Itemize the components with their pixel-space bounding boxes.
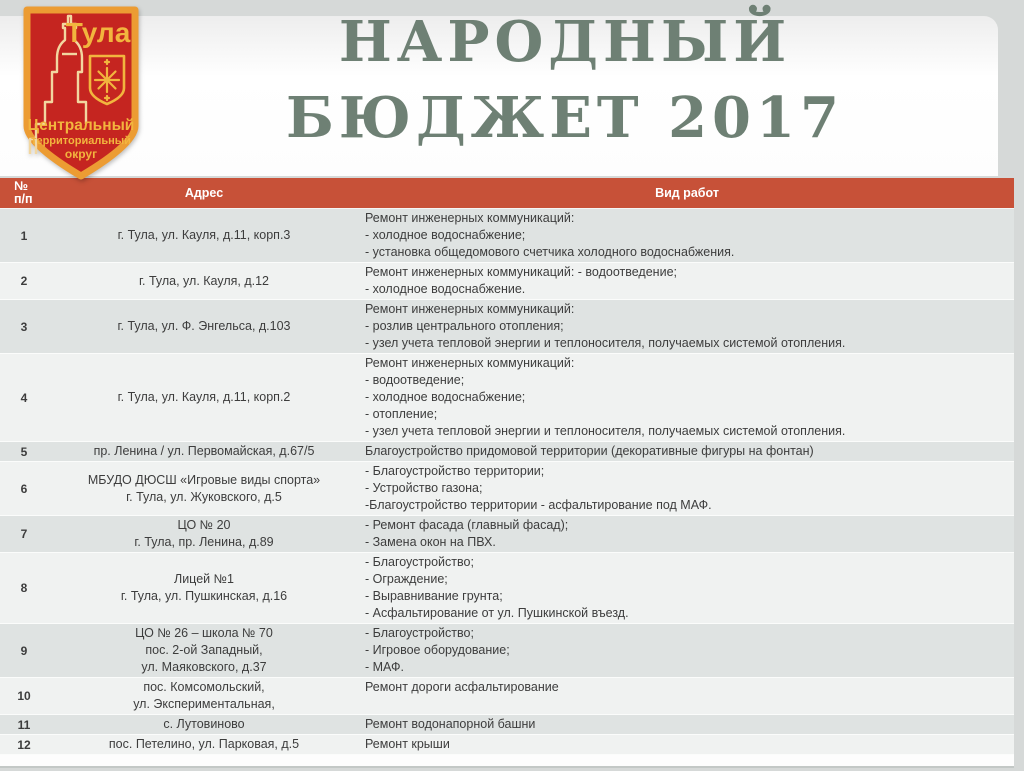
- row-works: - Благоустройство территории; - Устройство газона; -Благоустройство территории - асфальтирование под МАФ.: [365, 464, 712, 512]
- row-address: г. Тула, ул. Кауля, д.11, корп.2: [117, 390, 291, 404]
- row-works: Ремонт дороги асфальтирование: [365, 680, 559, 694]
- row-works: Ремонт инженерных коммуникаций: - водоотведение; - холодное водоснабжение; - отопление; - узел учета тепловой энергии и теплоносителя, получаемых системой отопления.: [365, 356, 846, 438]
- row-number: 12: [17, 737, 31, 752]
- tula-coat-of-arms: [20, 4, 142, 186]
- table-row: [0, 735, 1014, 755]
- row-address: с. Лутовиново: [163, 717, 245, 731]
- row-address: МБУДО ДЮСШ «Игровые виды спорта» г. Тула, ул. Жуковского, д.5: [87, 472, 321, 504]
- row-number: 6: [20, 481, 28, 496]
- table-row: [0, 678, 1014, 715]
- row-address: г. Тула, ул. Кауля, д.11, корп.3: [117, 228, 291, 242]
- row-works: Ремонт инженерных коммуникаций: - холодное водоснабжение; - установка общедомового счетчика холодного водоснабжения.: [365, 211, 735, 259]
- table-row: [0, 462, 1014, 516]
- row-works: Благоустройство придомовой территории (декоративные фигуры на фонтан): [365, 444, 814, 458]
- table-row: [0, 209, 1014, 263]
- row-address: г. Тула, ул. Ф. Энгельса, д.103: [117, 319, 291, 333]
- column-header-address: Адрес: [184, 186, 224, 200]
- shield-icon: [20, 4, 142, 186]
- table-row: [0, 442, 1014, 462]
- row-works: - Ремонт фасада (главный фасад); - Замена окон на ПВХ.: [365, 518, 569, 549]
- table-row: [0, 516, 1014, 553]
- row-works: Ремонт крыши: [365, 737, 450, 751]
- page-title: [140, 4, 990, 156]
- column-header-number: № п/п: [14, 179, 33, 206]
- row-address: ЦО № 26 – школа № 70 пос. 2-ой Западный, ул. Маяковского, д.37: [135, 626, 273, 674]
- logo-city-label: Тула: [65, 17, 131, 48]
- table-row: [0, 624, 1014, 678]
- table-row: [0, 300, 1014, 354]
- row-number: 3: [20, 319, 28, 334]
- row-works: - Благоустройство; - Ограждение; - Выравнивание грунта; - Асфальтирование от ул. Пушкинской въезд.: [365, 555, 629, 620]
- table-header-row: [0, 178, 1014, 209]
- title-line-1: НАРОДНЫЙ: [338, 9, 792, 75]
- table-row: [0, 263, 1014, 300]
- row-works: Ремонт водонапорной башни: [365, 717, 536, 731]
- column-header-works: Вид работ: [655, 186, 719, 200]
- logo-district-line3: округ: [64, 147, 98, 161]
- works-table: [0, 178, 1014, 755]
- row-number: 1: [20, 228, 28, 243]
- tula-arms-icon: [90, 56, 124, 104]
- logo-district-line2: территориальный: [31, 135, 131, 147]
- row-address: пос. Петелино, ул. Парковая, д.5: [108, 737, 300, 751]
- table-row: [0, 553, 1014, 624]
- row-number: 2: [20, 274, 28, 288]
- row-works: - Благоустройство; - Игровое оборудование; - МАФ.: [365, 626, 510, 674]
- row-number: 7: [20, 527, 28, 541]
- title-line-2: БЮДЖЕТ 2017: [286, 85, 844, 151]
- bottom-divider: [0, 766, 1014, 768]
- row-address: ЦО № 20 г. Тула, пр. Ленина, д.89: [134, 518, 274, 549]
- row-number: 4: [20, 390, 28, 405]
- logo-district-line1: Центральный: [27, 117, 135, 134]
- row-works: Ремонт инженерных коммуникаций: - водоотведение; - холодное водоснабжение.: [365, 265, 677, 296]
- row-works: Ремонт инженерных коммуникаций: - розлив центрального отопления; - узел учета тепловой энергии и теплоносителя, получаемых системой отопления.: [365, 302, 846, 350]
- row-number: 8: [20, 581, 28, 595]
- row-number: 10: [17, 689, 31, 703]
- row-number: 5: [20, 444, 28, 459]
- row-address: пос. Комсомольский, ул. Экспериментальная,: [133, 680, 275, 711]
- table-row: [0, 354, 1014, 442]
- table-row: [0, 715, 1014, 735]
- row-number: 9: [20, 643, 28, 658]
- row-address: г. Тула, ул. Кауля, д.12: [138, 273, 270, 288]
- row-number: 11: [17, 717, 31, 732]
- table-body: [0, 209, 1014, 755]
- row-address: пр. Ленина / ул. Первомайская, д.67/5: [93, 444, 315, 458]
- row-address: Лицей №1 г. Тула, ул. Пушкинская, д.16: [120, 572, 288, 603]
